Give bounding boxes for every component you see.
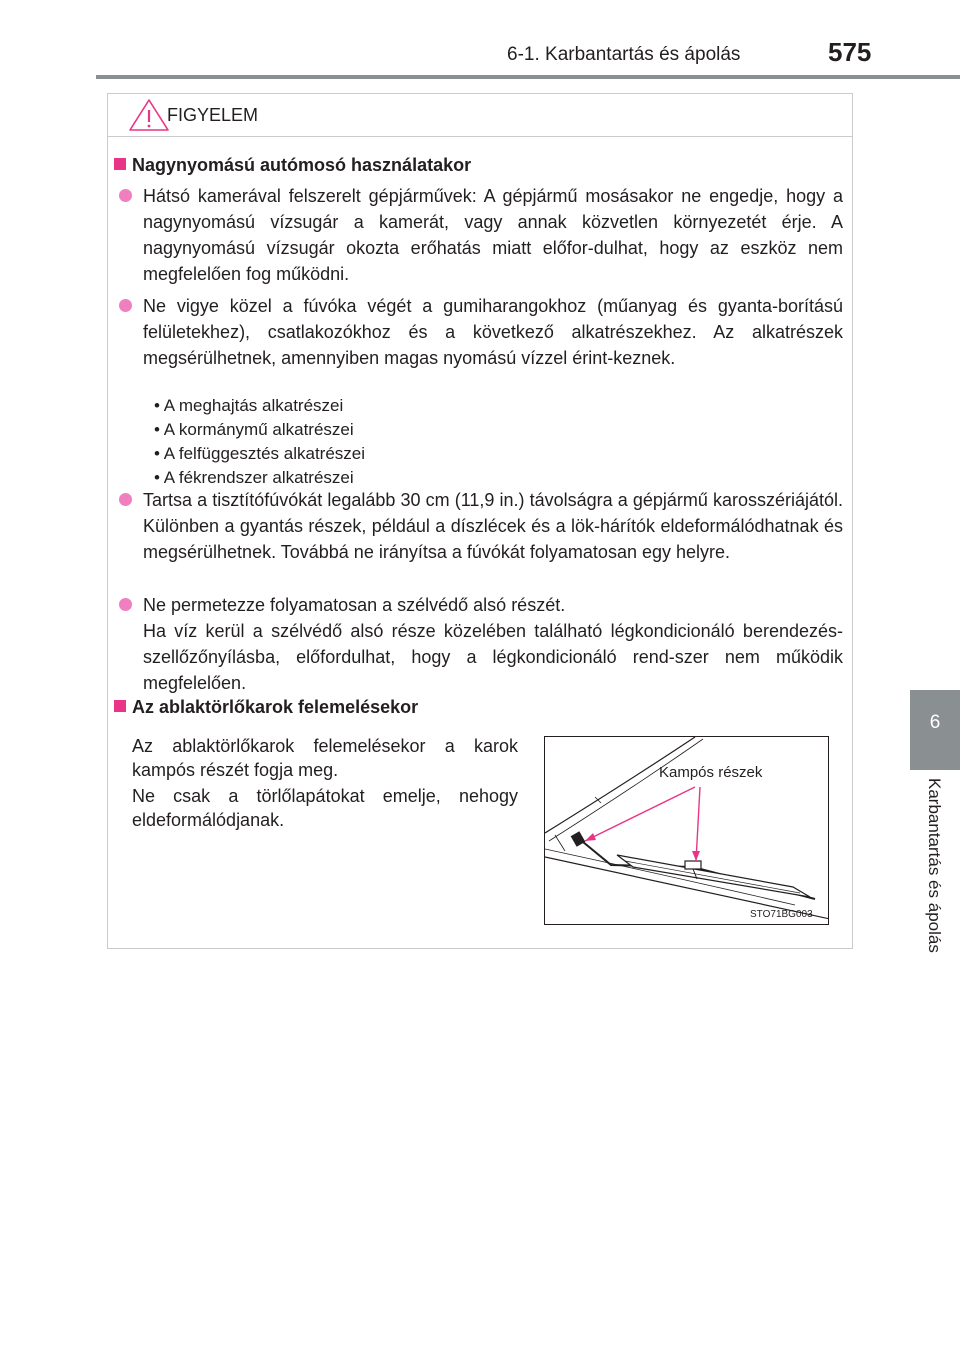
- running-header-title: 6-1. Karbantartás és ápolás: [507, 44, 741, 65]
- bullet-dot-icon: [119, 299, 132, 312]
- bullet-item: [113, 592, 843, 696]
- figure-code: STO71BG003: [750, 909, 813, 920]
- sub-list-item: • A felfüggesztés alkatrészei: [154, 444, 366, 463]
- sub-list: [154, 394, 365, 490]
- bullet-text: Ne vigye közel a fúvóka végét a gumiharangokhoz (műanyag és gyanta-borítású felületekhez), csatlakozókhoz és a következő alkatrészekhez. Az alkatrészek megsérülhetnek, amennyiben magas nyomású vízzel érint-keznek.: [143, 296, 843, 368]
- chapter-label: Karbantartás és ápolás: [925, 778, 944, 953]
- bullet-text: Tartsa a tisztítófúvókát legalább 30 cm (11,9 in.) távolságra a gépjármű karosszériájától. Különben a gyantás részek, például a díszlécek és a lök-hárítók eldeformálódhatnak és megsérülhetnek. Továbbá ne irányítsa a fúvókát folyamatosan egy helyre.: [143, 490, 843, 562]
- chapter-label-wrap: [910, 778, 960, 998]
- figure-callout-label: Kampós részek: [659, 764, 763, 781]
- bullet-item: [113, 183, 843, 287]
- section-heading-wiper: [114, 697, 418, 718]
- sub-list-item: • A kormánymű alkatrészei: [154, 420, 354, 439]
- sub-list-item: • A fékrendszer alkatrészei: [154, 468, 354, 487]
- section-heading-pressure-wash: [114, 155, 471, 176]
- warning-header: [108, 94, 852, 137]
- chapter-number: 6: [929, 712, 941, 733]
- bullet-dot-icon: [119, 189, 132, 202]
- chapter-tab: [910, 690, 960, 770]
- bullet-item: [113, 293, 843, 371]
- bullet-text: Ne permetezze folyamatosan a szélvédő alsó részét.: [143, 595, 566, 615]
- wiper-illustration: [544, 736, 829, 925]
- warning-title: FIGYELEM: [167, 105, 259, 125]
- wiper-paragraph: Ne csak a törlőlapátokat emelje, nehogy eldeformálódjanak.: [132, 786, 518, 830]
- warning-box: [107, 93, 853, 949]
- bullet-continuation: Ha víz kerül a szélvédő alsó része közelében található légkondicionáló berendezés-szellőzőnyílásba, előfordulhat, hogy a légkondicionáló rend-szer nem működik megfelelően.: [143, 621, 843, 693]
- section-heading-text: Az ablaktörlőkarok felemelésekor: [132, 697, 419, 717]
- square-bullet-icon: [114, 158, 126, 170]
- bullet-dot-icon: [119, 493, 132, 506]
- page-number: 575: [828, 37, 872, 67]
- section-heading-text: Nagynyomású autómosó használatakor: [132, 155, 472, 175]
- warning-triangle-icon: [128, 98, 170, 132]
- bullet-dot-icon: [119, 598, 132, 611]
- square-bullet-icon: [114, 700, 126, 712]
- wiper-paragraph: Az ablaktörlőkarok felemelésekor a karok kampós részét fogja meg.: [132, 736, 518, 780]
- bullet-text: Hátsó kamerával felszerelt gépjárművek: A gépjármű mosásakor ne engedje, hogy a nagynyomású vízsugár a kamerát, vagy annak közvetlen környezetét érje. A nagynyomású vízsugár okozta erőhatás miatt előfor-dulhat, hogy az eszköz nem megfelelően fog működni.: [143, 186, 843, 284]
- sub-list-item: • A meghajtás alkatrészei: [154, 396, 344, 415]
- header-rule: [96, 75, 960, 79]
- bullet-item: [113, 487, 843, 565]
